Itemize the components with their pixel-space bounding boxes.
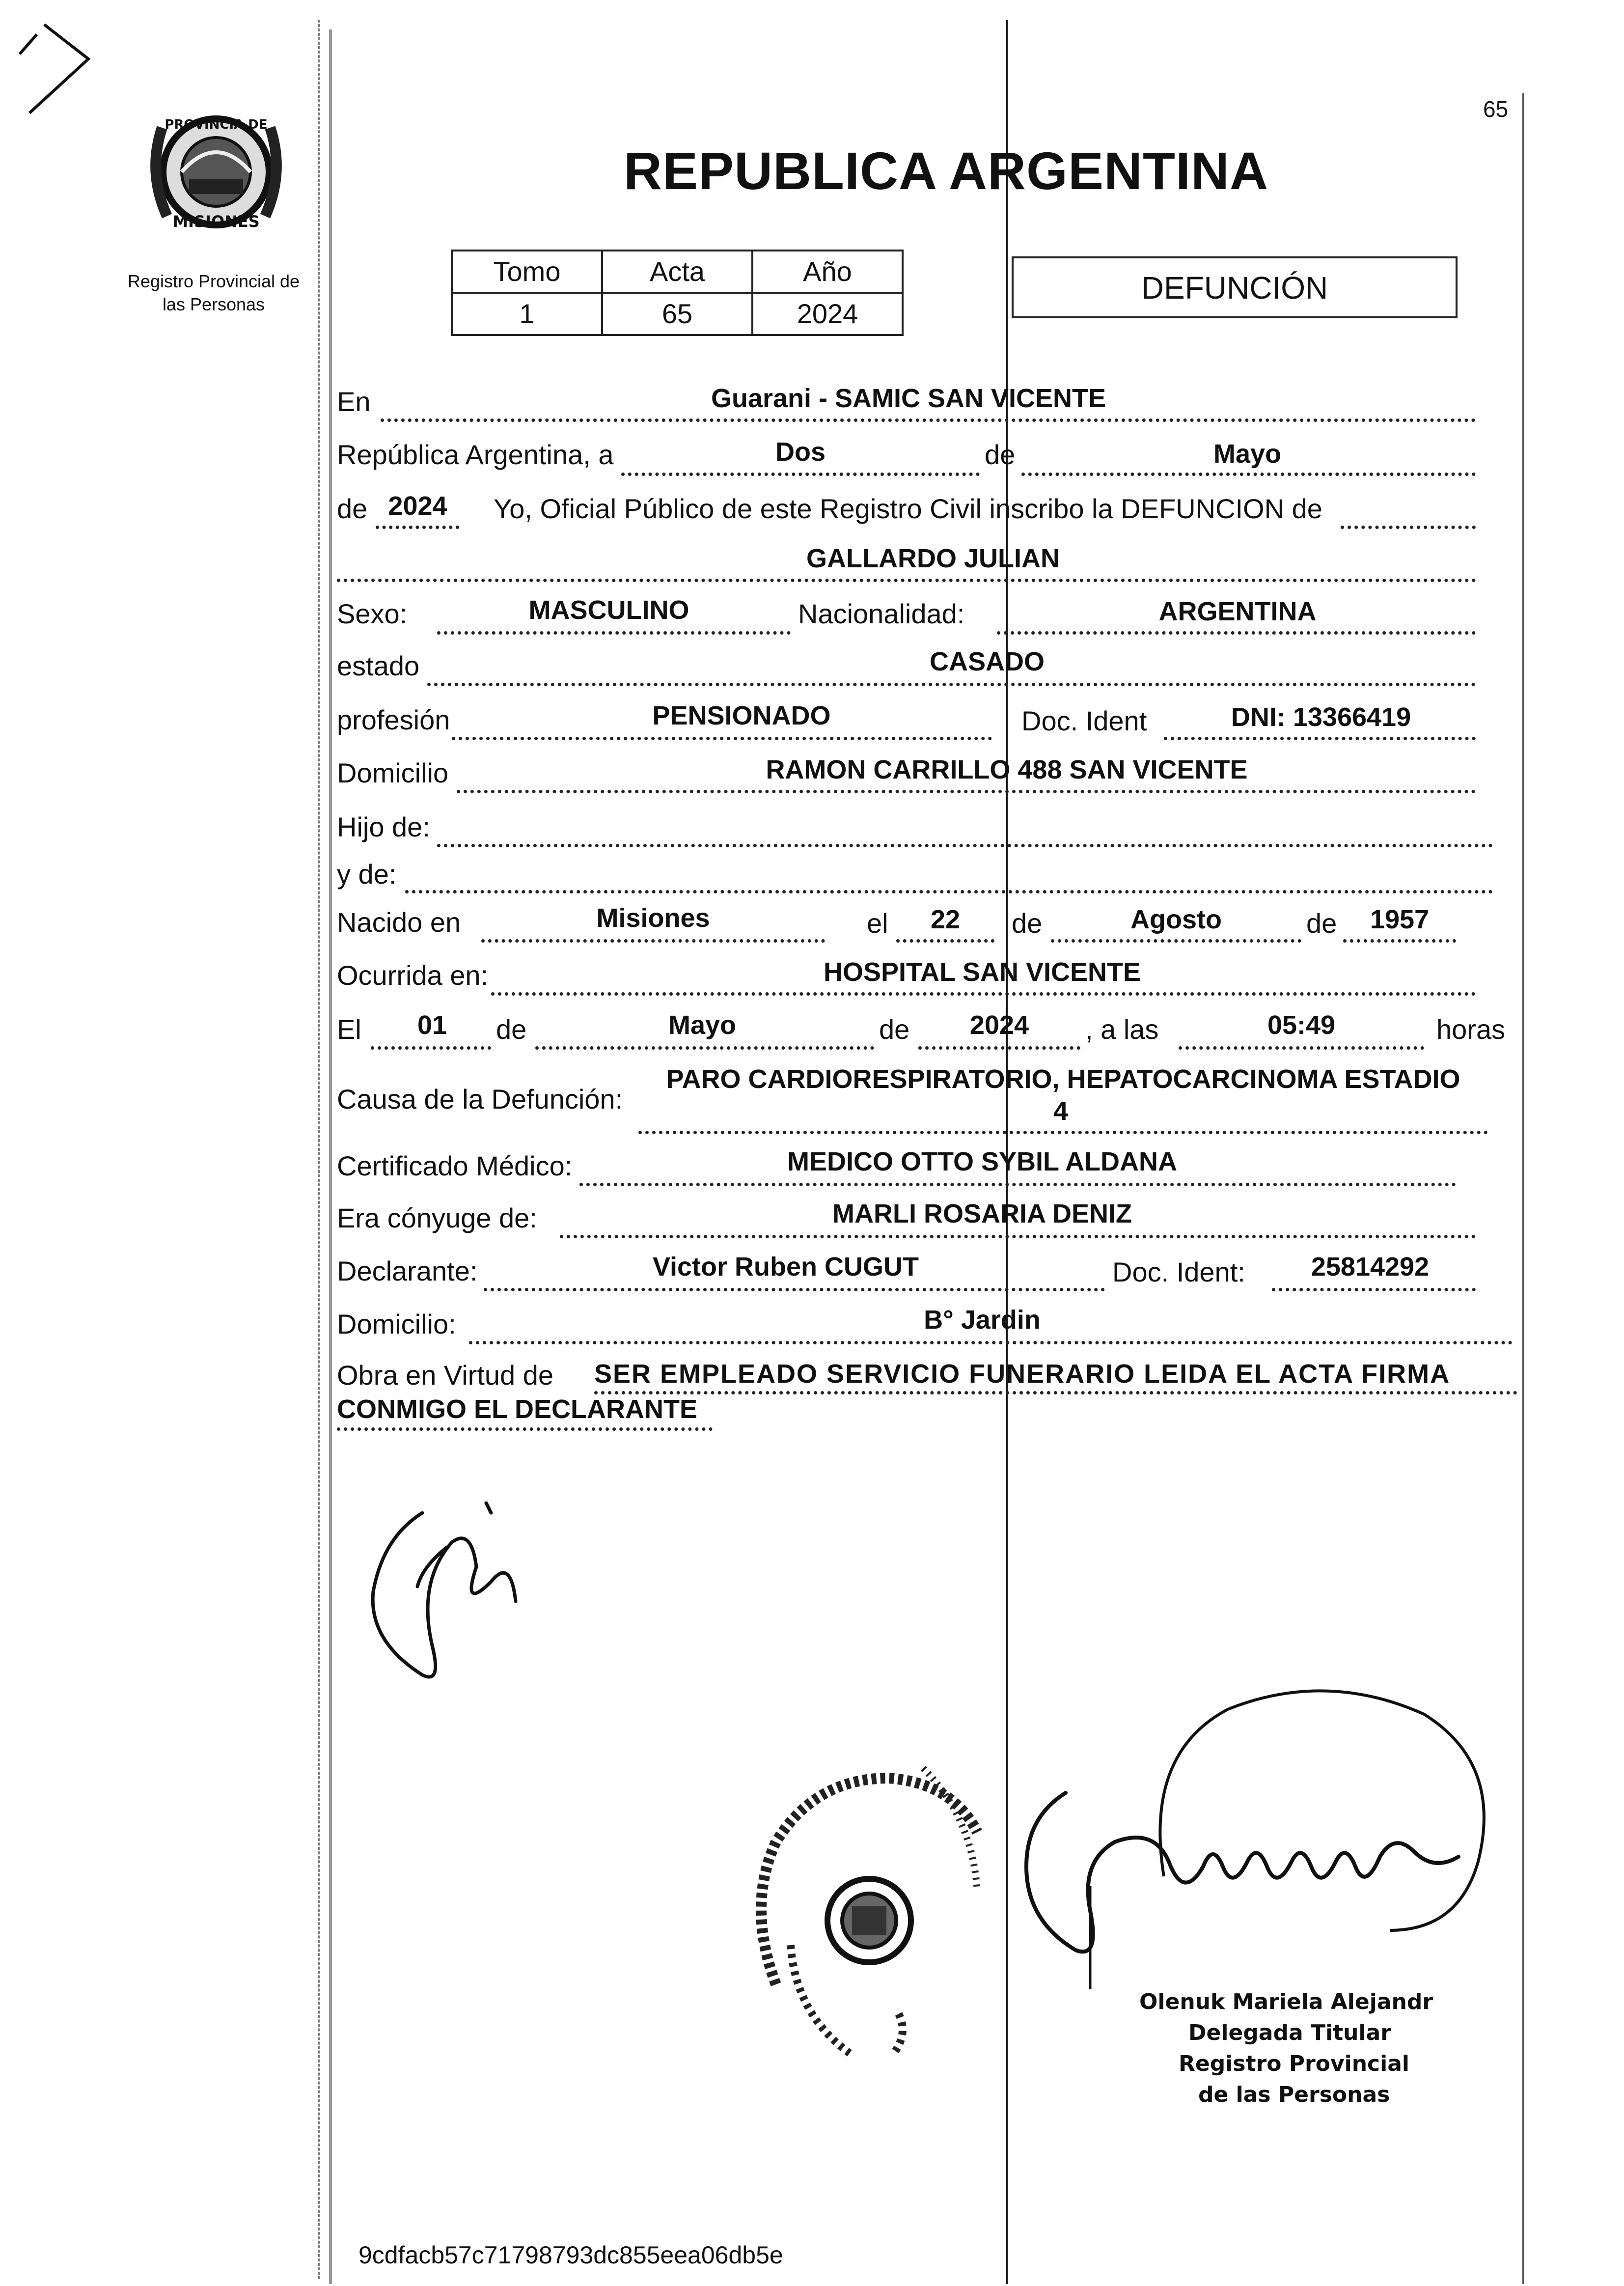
obra-value-line-1: SER EMPLEADO SERVICIO FUNERARIO LEIDA EL ACTA FIRMA bbox=[594, 1359, 1451, 1389]
birth-year-value: 1957 bbox=[1370, 905, 1430, 934]
birth-day-value: 22 bbox=[930, 905, 961, 934]
registration-month-value: Mayo bbox=[1213, 439, 1282, 469]
coat-of-arms-icon bbox=[142, 98, 290, 246]
hijo-line bbox=[437, 844, 1493, 847]
registry-stamp-seal bbox=[746, 1758, 1002, 2083]
declarante-line bbox=[484, 1288, 1105, 1291]
check-mark-icon bbox=[10, 15, 118, 128]
profesion-label: profesión bbox=[337, 704, 450, 735]
acta-header-tomo: Tomo bbox=[452, 251, 602, 293]
yde-label: y de: bbox=[337, 859, 397, 890]
certificado-label: Certificado Médico: bbox=[337, 1150, 573, 1181]
document-title: REPUBLICA ARGENTINA bbox=[624, 141, 1268, 200]
declarante-doc-value: 25814292 bbox=[1311, 1252, 1430, 1282]
seal-text-bottom: MISIONES bbox=[172, 212, 260, 231]
de-label-5: de bbox=[496, 1014, 527, 1045]
de-label-3: de bbox=[1012, 908, 1043, 939]
acta-value-ano: 2024 bbox=[752, 293, 903, 335]
official-title: Delegada Titular bbox=[1188, 2020, 1391, 2045]
declarante-label: Declarante: bbox=[337, 1255, 478, 1286]
yde-line bbox=[405, 890, 1493, 893]
declarante-domicilio-value: B° Jardin bbox=[924, 1305, 1041, 1335]
death-month-value: Mayo bbox=[668, 1010, 737, 1040]
month-line bbox=[1021, 473, 1476, 476]
doc-ident-value: DNI: 13366419 bbox=[1231, 702, 1411, 732]
place-value: Guarani - SAMIC SAN VICENTE bbox=[711, 384, 1106, 413]
certificado-value: MEDICO OTTO SYBIL ALDANA bbox=[787, 1147, 1178, 1176]
declarant-signature bbox=[363, 1483, 550, 1700]
domicilio-label: Domicilio bbox=[337, 757, 449, 788]
oficial-line bbox=[1341, 526, 1476, 529]
birth-month-value: Agosto bbox=[1130, 905, 1222, 934]
doc2-line bbox=[1272, 1288, 1476, 1291]
official-name: Olenuk Mariela Alejandr bbox=[1139, 1989, 1433, 2014]
causa-label: Causa de la Defunción: bbox=[337, 1084, 623, 1115]
deceased-name-value: GALLARDO JULIAN bbox=[806, 544, 1060, 573]
death-time-value: 05:49 bbox=[1267, 1010, 1336, 1040]
domicilio-line bbox=[457, 790, 1476, 793]
death-year-line bbox=[918, 1046, 1080, 1050]
causa-line bbox=[638, 1131, 1488, 1134]
doc-ident-label: Doc. Ident bbox=[1021, 705, 1147, 736]
official-registry-line-1: Registro Provincial bbox=[1179, 2051, 1409, 2076]
sexo-line bbox=[437, 631, 791, 635]
acta-header-ano: Año bbox=[752, 251, 903, 293]
obra-value-line-2: CONMIGO EL DECLARANTE bbox=[337, 1394, 698, 1424]
provincial-seal bbox=[142, 98, 290, 246]
death-day-line bbox=[371, 1046, 491, 1050]
sexo-label: Sexo: bbox=[337, 598, 408, 629]
registration-day-value: Dos bbox=[775, 437, 826, 467]
death-year-value: 2024 bbox=[969, 1010, 1029, 1040]
nacido-line bbox=[481, 939, 825, 943]
margin-rule-left bbox=[318, 20, 320, 2279]
birth-day-line bbox=[896, 939, 994, 943]
name-line bbox=[337, 579, 1476, 582]
certificado-line bbox=[579, 1183, 1456, 1186]
official-signature bbox=[1007, 1655, 1517, 1999]
conyuge-line bbox=[560, 1235, 1476, 1238]
causa-value-line-2: 4 bbox=[1053, 1096, 1069, 1126]
en-line bbox=[381, 418, 1476, 422]
acta-value-tomo: 1 bbox=[452, 293, 602, 335]
registry-line-1: Registro Provincial de bbox=[127, 271, 300, 291]
obra-line-1 bbox=[594, 1391, 1517, 1394]
nacido-label: Nacido en bbox=[337, 907, 461, 938]
acta-table-header-row bbox=[452, 251, 903, 293]
acta-value-acta: 65 bbox=[602, 293, 752, 335]
document-hash: 9cdfacb57c71798793dc855eea06db5e bbox=[358, 2241, 783, 2269]
obra-label: Obra en Virtud de bbox=[337, 1360, 554, 1391]
oficial-text: Yo, Oficial Público de este Registro Civil inscribo la DEFUNCION de bbox=[494, 493, 1322, 524]
ocurrida-line bbox=[491, 992, 1476, 996]
registry-line-2: las Personas bbox=[162, 294, 265, 314]
death-time-line bbox=[1179, 1046, 1424, 1050]
obra-line-2 bbox=[337, 1427, 713, 1431]
horas-label: horas bbox=[1436, 1014, 1506, 1045]
doc-ident-line bbox=[1164, 737, 1476, 740]
spouse-value: MARLI ROSARIA DENIZ bbox=[832, 1199, 1132, 1228]
acta-table bbox=[451, 250, 904, 336]
year-line bbox=[376, 526, 459, 529]
domicilio2-line bbox=[469, 1341, 1513, 1344]
birth-year-line bbox=[1343, 939, 1456, 943]
alas-label: , a las bbox=[1085, 1014, 1159, 1045]
acta-header-acta: Acta bbox=[602, 251, 752, 293]
causa-value-line-1: PARO CARDIORESPIRATORIO, HEPATOCARCINOMA ESTADIO bbox=[666, 1064, 1460, 1094]
official-registry-line-2: de las Personas bbox=[1198, 2082, 1390, 2107]
page-number: 65 bbox=[1483, 96, 1509, 122]
ocurrida-label: Ocurrida en: bbox=[337, 960, 489, 991]
en-label: En bbox=[337, 386, 371, 417]
el-label: el bbox=[867, 908, 888, 939]
estado-label: estado bbox=[337, 650, 420, 681]
registry-label bbox=[106, 270, 322, 316]
conyuge-label: Era cónyuge de: bbox=[337, 1202, 537, 1233]
republica-label: República Argentina, a bbox=[337, 439, 614, 470]
birth-month-line bbox=[1051, 939, 1301, 943]
acta-table-value-row bbox=[452, 293, 903, 335]
el2-label: El bbox=[337, 1014, 361, 1045]
sexo-value: MASCULINO bbox=[528, 595, 689, 625]
nacionalidad-line bbox=[997, 631, 1476, 635]
nacionalidad-value: ARGENTINA bbox=[1158, 597, 1317, 626]
doc2-label: Doc. Ident: bbox=[1112, 1256, 1245, 1287]
official-stamp bbox=[1139, 1989, 1483, 2107]
de-label-6: de bbox=[879, 1014, 910, 1045]
nacionalidad-label: Nacionalidad: bbox=[798, 598, 965, 629]
right-edge-line bbox=[1522, 93, 1524, 2284]
profesion-line bbox=[452, 737, 992, 740]
estado-value: CASADO bbox=[929, 647, 1045, 676]
document-type-box: DEFUNCIÓN bbox=[1012, 256, 1458, 318]
domicilio2-label: Domicilio: bbox=[337, 1309, 456, 1339]
death-place-value: HOSPITAL SAN VICENTE bbox=[823, 957, 1141, 987]
registration-year-value: 2024 bbox=[388, 491, 447, 521]
seal-text-top: PROVINCIA DE bbox=[165, 117, 268, 132]
death-month-line bbox=[535, 1046, 874, 1050]
margin-rule-right bbox=[329, 29, 332, 2284]
domicilio-value: RAMON CARRILLO 488 SAN VICENTE bbox=[766, 755, 1248, 784]
de-label-2: de bbox=[337, 493, 368, 524]
hijo-label: Hijo de: bbox=[337, 811, 430, 842]
estado-line bbox=[427, 683, 1476, 686]
profesion-value: PENSIONADO bbox=[652, 701, 831, 730]
day-line bbox=[621, 473, 980, 476]
declarante-value: Victor Ruben CUGUT bbox=[652, 1252, 919, 1282]
birth-place-value: Misiones bbox=[596, 903, 710, 933]
de-label-1: de bbox=[985, 439, 1016, 470]
de-label-4: de bbox=[1306, 908, 1337, 939]
death-day-value: 01 bbox=[417, 1010, 447, 1040]
